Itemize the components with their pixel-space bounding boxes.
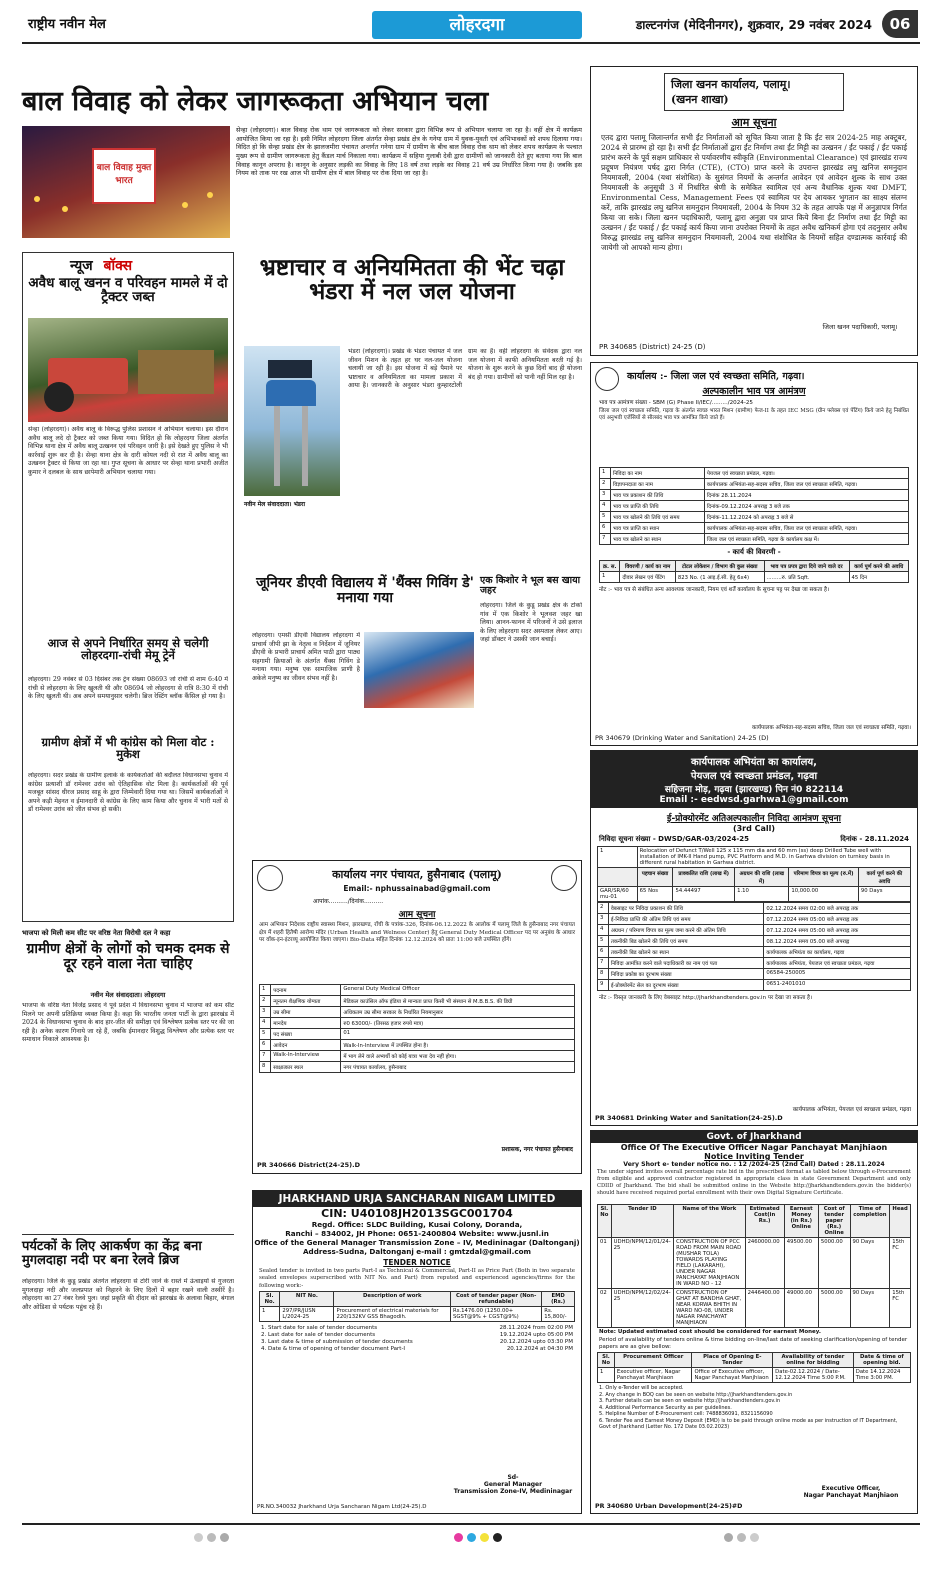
garhwa-footer: नोट :- भाव पत्र से संबंधित अन्य आवश्यक जानकारी, नियम एवं शर्तें कार्यालय के सूचना पट्ट पर देखा जा सकता है। (599, 587, 830, 593)
table-cell: 49500.00 (784, 1238, 818, 1289)
table-cell: कार्यपालक अभियंता, पेयजल एवं स्वच्छता प्रमंडल, गढ़वा (764, 958, 911, 969)
table-header: अग्रधन की राशि (लाख में) (735, 868, 789, 887)
table-cell: विज्ञापनदाता का नाम (610, 479, 704, 490)
table-cell: में भाग लेने वाले अभ्यर्थी को कोई यात्रा भत्ता देय नहीं होगा। (341, 1051, 575, 1062)
table-cell: 2460000.00 (745, 1238, 784, 1289)
table-cell: 49000.00 (784, 1289, 818, 1328)
table-header: Place of Opening E-Tender (692, 1353, 773, 1368)
schedule-row (598, 969, 911, 980)
table-cell: नगर पंचायत कार्यालय, हुसैनाबाद (341, 1062, 575, 1073)
table-cell: वेबसाइट पर निविदा प्रकाशन की तिथि (608, 903, 764, 914)
table-cell: निविदा आमंत्रित करने वाले पदाधिकारी का नाम एवं पता (608, 958, 764, 969)
garhwa-work-title: - कार्य की विवरणी - (727, 548, 781, 556)
table-row (600, 479, 909, 490)
eproc-notice (590, 750, 918, 1126)
eproc-pr: PR 340681 Drinking Water and Sanitation(24-25).D (595, 1114, 783, 1122)
jusnl-pr: PR.NO.340032 Jharkhand Urja Sancharan Nigam Ltd(24-25).D (257, 1504, 427, 1510)
table-cell: मेडिकल काउंसिल ऑफ इंडिया से मान्यता प्राप्त किसी भी संस्थान से M.B.B.S. की डिग्री (341, 996, 575, 1007)
table-header: विवरणी / कार्य का नाम (620, 561, 675, 572)
emblem-logo (257, 865, 283, 891)
manjhiaon-title: Notice Inviting Tender (704, 1152, 804, 1161)
footnote: 1. Only e-Tender will be accepted. (599, 1385, 684, 1392)
table-header: क्र. स. (600, 561, 620, 572)
garhwa-table (599, 467, 909, 545)
color-registration-marks-left (192, 1527, 231, 1546)
table-cell: Procurement of electrical materials for 220/132KV GSS Bhagodih. (334, 1307, 451, 1322)
schedule-row (598, 947, 911, 958)
husainabad-body: आम अभियान निदेशक राष्ट्रीय स्वास्थ्य मिशन, झारखण्ड, राँची के पत्रांक-326, दिनांक-06.12.2022 के आलोक में पलामू जिले के हुसैनाबाद नगर पंचायत क्षेत्र में शहरी हितैषी आरोग्य मंदिर (Urban Health and Welness Center) हेतु General Duty Medical Officer पद पर अनुबंध के आधार पर वॉक-इन-इंटरव्यू आयोजित किया जाएगा। Bio-Data सहित दिनांक 12.12.2024 को प्रातः 11:00 बजे उपस्थित होंगे। (259, 922, 575, 944)
table-header: Tender ID (611, 1205, 673, 1238)
page-number: 06 (882, 10, 918, 38)
husainabad-email: Email:- nphussainabad@gmail.com (343, 884, 491, 893)
table-cell: 01 (598, 1238, 612, 1289)
table-cell: CONSTRUCTION OF PCC ROAD FROM MAIN ROAD (MUSHAR TOLA) TOWARDS PLAYING FIELD (LAKARAHI), UNDER NAGAR PANCHAYAT MANJHIAON IN WARD NO - 12 (674, 1238, 746, 1289)
footnote: 4. Additional Performance Security as per guidelines. (599, 1404, 732, 1411)
table-cell: न्यूनतम शैक्षणिक योग्यता (271, 996, 341, 1007)
section-tag: लोहरदगा (372, 11, 582, 39)
table-cell: 7 (598, 958, 609, 969)
table-cell: 45 दिन (849, 572, 908, 583)
table-cell: 8 (260, 1062, 271, 1073)
table-cell: अग्रधन / परिमाण विपत्र का मूल्य जमा करने की अंतिम तिथि (608, 925, 764, 936)
manjhiaon-schedule (597, 1352, 911, 1383)
table-cell: दिनांक-11.12.2024 को अपराह्न 3 बजे से (704, 512, 908, 523)
mining-branch: (खनन शाखा) (671, 93, 729, 106)
jusnl-sign-2: General Manager (483, 1481, 543, 1488)
table-cell: तकनीकी बिड खोलने की तिथि एवं समय (608, 936, 764, 947)
table-row (598, 1289, 911, 1328)
eproc-schedule (597, 902, 911, 991)
table-cell: 2 (600, 479, 611, 490)
husainabad-table (259, 984, 575, 1073)
table-cell: 4 (260, 1018, 271, 1029)
table-cell: 5000.00 (818, 1289, 850, 1328)
lead-headline: बाल विवाह को लेकर जागरूकता अभियान चला (22, 86, 489, 117)
table-header: Sl. No (598, 1205, 612, 1238)
table-cell: निविदा प्रकोष्ठ का दूरभाष संख्या (608, 969, 764, 980)
table-cell: Date-02.12.2024 / Date- 12.12.2024 Time 5:00 P.M. (773, 1368, 854, 1383)
schedule-row (598, 914, 911, 925)
table-cell: 2 (598, 903, 609, 914)
mining-signature: जिला खनन पदाधिकारी, पलामू। (822, 323, 898, 331)
jusnl-company: JHARKHAND URJA SANCHARAN NIGAM LIMITED (253, 1191, 581, 1207)
table-cell: भाव पत्र प्राप्ति का स्थान (610, 523, 704, 534)
table-cell: 9 (598, 980, 609, 991)
table-cell: 10,000.00 (789, 887, 859, 902)
table-cell: कार्यपालक अभियंता का कार्यालय, गढ़वा (764, 947, 911, 958)
manjhiaon-signature (791, 1485, 911, 1499)
table-row (598, 1238, 911, 1289)
table-header: Name of the Work (674, 1205, 746, 1238)
schedule-item (261, 1346, 573, 1353)
dav-headline: जूनियर डीएवी विद्यालय में 'थैंक्स गिविंग डे' मनाया गया (256, 575, 474, 606)
news-box-label (70, 256, 132, 275)
table-header: Availability of tender online for bidding (773, 1353, 854, 1368)
schedule-row (598, 958, 911, 969)
table-header (598, 868, 638, 887)
table-cell: UDHD/NPM/12/01/24-25 (611, 1238, 673, 1289)
jusnl-office-address: Address-Sudna, Daltonganj e-mail : gmtzdal@gmail.com (302, 1247, 532, 1256)
husainabad-office: कार्यालय नगर पंचायत, हुसैनाबाद (पलामू) (332, 868, 502, 881)
schedule-label: 3. Last date & time of submission of tender documents (261, 1339, 413, 1346)
table-cell: ई-निविदा प्राप्ति की अंतिम तिथि एवं समय (608, 914, 764, 925)
husainabad-signature: प्रशासक, नगर पंचायत हुसैनाबाद (501, 1146, 573, 1153)
table-cell: तकनीकी बिड खोलने का स्थान (608, 947, 764, 958)
page-header (22, 8, 920, 44)
garhwa-work-table (599, 560, 909, 583)
manjhiaon-notice (590, 1130, 918, 1514)
table-cell: CONSTRUCTION OF GHAT AT BANDHA GHAT, NEAR KORWA BHITH IN WARD NO-08, UNDER NAGAR PANCHAYAT MANJHIAON (674, 1289, 746, 1328)
table-header: कार्य पूर्ण करने की अवधि (849, 561, 908, 572)
news-box-headline: अवैध बालू खनन व परिवहन मामले में दो ट्रैक्टर जब्त (28, 275, 228, 306)
jusnl-intro: Sealed tender is invited in two parts Part-I as Technical & Commercial, Part-II as Price Part (Both in two separate sealed envelopes superscribed with NIT No. and Part) from reputed and experienced agencies/firms for the following work:- (259, 1268, 575, 1289)
table-header: Cost of tender paper (Non-refundable) (451, 1292, 542, 1307)
water-tank-photo (244, 346, 340, 496)
table-header: Estimated Cost(in Rs.) (745, 1205, 784, 1238)
schedule-item (261, 1332, 573, 1339)
tractor-photo (28, 318, 228, 422)
table-header: Cost of tender paper (Rs.) Online (818, 1205, 850, 1238)
table-cell: साक्षात्कार स्थल (271, 1062, 341, 1073)
table-cell: 1 (600, 572, 620, 583)
eproc-office-2: पेयजल एवं स्वच्छता प्रमंडल, गढ़वा (690, 771, 818, 782)
garhwa-ref: भाव पत्र आमंत्रण संख्या - SBM (G) Phase II/IEC/........./2024-25 (599, 400, 753, 406)
table-cell: GAR/SR/60 mu-01 (598, 887, 638, 902)
table-cell: भाव पत्र खोलने की तिथि एवं समय (610, 512, 704, 523)
mining-body: एतद द्वारा पलामू जिलान्तर्गत सभी ईंट निर्माताओं को सूचित किया जाता है कि ईंट सत्र 2024-25 माह अक्टूबर, 2024 से प्रारम्भ हो रहा है। सभी ईंट निर्माताओं द्वारा ईंट निर्माण तथा ईंट मिट्टी का उत्खनन / ईंट पकाई / ईंट पकाई प्रारंभ करने के पूर्व सक्षम प्राधिकार से पर्यावरणीय स्वीकृति (Environmental Clearance) एवं झारखंड राज्य प्रदूषण नियंत्रण पर्षद द्वारा निर्गत (CTE), (CTO) प्राप्त करने के उपरान्त झारखंड लघु खनिज समनुदान नियमावली, 2004 (यथा संशोधित) के सुसंगत नियमों के अन्तर्गत आवेदन एवं आवेदन शुल्क के साथ उक्त नियमावली के अनुसूची 3 में निर्धारित श्रेणी के समेकित स्वामित्व एवं अन्य वैधानिक शुल्क यथा DMFT, Environmental Cess, Management Fees एवं स्वामित्व पर देय आयकर भुगतान का साक्ष्य संलग्न करें, ताकि झारखंड लघु खनिज समनुदान नियमावली, 2004 के नियम 32 के तहत आपके पक्ष में अनुज्ञापत्र निर्गत किया जा सके। जिला खनन पदाधिकारी, पलामू द्वारा अनुज्ञा पत्र प्राप्त किये बिना ईंट निर्माण तथा ईंट मिट्टी का उत्खनन / ईंट पकाई / ईंट पकाई कार्य किया जाना उपरोक्त नियमों के तहत अवैध खनिकर्म होगा एवं तदनुसार अवैध विरुद्ध झारखंड लघु खनिज समनुदान नियमावली, 2004 यथा संशोधित के नियमों सहित दण्डात्मक कार्रवाई की जायेगी जो आपको मान्य होगा। (601, 133, 907, 252)
masthead: राष्ट्रीय नवीन मेल (28, 17, 106, 32)
schedule-row (598, 980, 911, 991)
schedule-item (261, 1325, 573, 1332)
table-cell: 07.12.2024 समय 05:00 बजे अपराह्न तक (764, 925, 911, 936)
table-cell: Rs. 15,800/- (542, 1307, 575, 1322)
eproc-call: (3rd Call) (732, 824, 776, 833)
congress-headline: ग्रामीण क्षेत्रों में भी कांग्रेस को मिला वोट : मुकेश (41, 735, 215, 762)
husainabad-title: आम सूचना (398, 910, 436, 920)
garhwa-notice (590, 362, 918, 746)
footnote: 5. Helpline Number of E-Procurement cell: 7488836091, 8321156090 (599, 1411, 773, 1418)
table-header: पहचान संख्या (637, 868, 673, 887)
garhwa-office: कार्यालय :- जिला जल एवं स्वच्छता समिति, गढ़वा। (627, 371, 805, 382)
table-cell: 5 (600, 512, 611, 523)
table-header: Time of completion (850, 1205, 890, 1238)
table-cell: 06584-250005 (764, 969, 911, 980)
water-photo-caption: नवीन मेल संवाददाता। भंडरा (244, 501, 306, 508)
table-row (600, 534, 909, 545)
table-header: Description of work (334, 1292, 451, 1307)
mining-notice (590, 66, 918, 356)
table-cell: 7 (260, 1051, 271, 1062)
table-cell: कार्यपालक अभियंता-सह-सदस्य सचिव, जिला जल एवं स्वच्छता समिति, गढ़वा। (704, 479, 908, 490)
schedule-value: 20.12.2024 at 04:30 PM (506, 1346, 573, 1353)
table-cell: 07.12.2024 समय 05:00 बजे अपराह्न तक (764, 914, 911, 925)
bridge-headline: पर्यटकों के लिए आकर्षण का केंद्र बना मुगलदाहा नदी पर बना रेलवे ब्रिज (22, 1239, 202, 1268)
table-header: Date & time of opening bid. (853, 1353, 910, 1368)
page-footer (22, 1523, 920, 1537)
table-row (600, 523, 909, 534)
lead-photo-banner: बाल विवाह मुक्त भारत (92, 148, 156, 204)
table-cell: 15th FC (890, 1238, 911, 1289)
table-cell: आवेदन (271, 1040, 341, 1051)
jusnl-office: Office of the General Manager Transmission Zone – IV, Medininagar (Daltonganj) (254, 1238, 580, 1247)
eproc-table: 1 Relocation of Defunct T/Well 125 x 115 mm dia and 60 mm (ss) deep Drilled Tube well with installation of IMK-II Hand pump, PVC Platform and M.D. in Garhwa division on turnkey basis in different rural habitation in Garhwa district. पहचान संख्या प्राक्कलित राशि (लाख में) अग्रधन की राशि (लाख में) परिमाण विपत्र का मूल्य (रु.में) कार्य पूर्ण करने की अवधि GAR/SR/60 mu-01 65 Nos 54.44497 1.10 10,000.00 90 Days (597, 846, 911, 902)
table-cell: जिला जल एवं स्वच्छता समिति, गढ़वा के कार्यालय कक्ष में। (704, 534, 908, 545)
table-header: परिमाण विपत्र का मूल्य (रु.में) (789, 868, 859, 887)
schedule-value: 20.12.2024 upto 03:30 PM (499, 1339, 573, 1346)
table-cell: पेयजल एवं स्वच्छता प्रमंडल, गढ़वा। (704, 468, 908, 479)
table-cell: 2 (260, 996, 271, 1007)
table-header: कार्य पूर्ण करने की अवधि (858, 868, 910, 887)
table-cell: 1 (598, 1368, 615, 1383)
table-cell: 08.12.2024 समय 05.00 बजे अपराह्न (764, 936, 911, 947)
table-cell: मानदेय (271, 1018, 341, 1029)
bridge-body: लोहरदगा। जिले के कुडू प्रखंड अंतर्गत लोहरदगा से टोरी जाने के रास्ते में ऊंचाइयों से गुजरता मुगलदाहा नदी और जलप्रपात को निहारने के लिए दिलों में बहार रखने वाली तस्वीरें है। लोहरदगा का 27 नंबर रेलवे पुल। जहां प्रकृति की दीदार को झारखंड के अलावा बिहार, बंगाल और ओडिशा से पर्यटक पहुंच रहे हैं। (22, 1278, 234, 1311)
leader-body: भाजपा के वरिष्ठ नेता विजेंद्र प्रसाद ने पूर्व प्रदेश में विधानसभा चुनाव में भाजपा को कम सीट मिलने पर अपनी प्रतिक्रिया व्यक्त किया है। कहा कि भारतीय जनता पार्टी के द्वारा झारखंड में 2024 के विधानसभा चुनाव के बाद हार-जीत की समीक्षा एवं विश्लेषण प्रत्येक स्तर पर की जा रही है। अनेक कारण गिनाये जा रहे हैं, जबकि ईमानदार विशुद्ध विश्लेषण और प्रत्येक स्तर पर समाधान निकाले आवश्यक है। (22, 1002, 234, 1043)
table-cell: 90 Days (850, 1289, 890, 1328)
table-header: टोटल लोकेशन / विभाग की कुल संख्या (675, 561, 764, 572)
table-cell: Executive officer, Nagar Panchayat Manjhiaon (614, 1368, 692, 1383)
schedule-row (598, 903, 911, 914)
table-cell: उम्र सीमा (271, 1007, 341, 1018)
eproc-title: ई-प्रोक्योरमेंट अतिअल्पकालीन निविदा आमंत्रण सूचना (667, 814, 841, 824)
schedule-label: 1. Start date for sale of tender documents (261, 1325, 378, 1331)
table-cell: कार्यपालक अभियंता-सह-सदस्य सचिव, जिला जल एवं स्वच्छता समिति, गढ़वा। (704, 523, 908, 534)
husainabad-pr: PR 340666 District(24-25).D (257, 1161, 361, 1169)
mining-pr: PR 340685 (District) 24-25 (D) (599, 343, 706, 351)
table-cell: 15th FC (890, 1289, 911, 1328)
table-row (600, 468, 909, 479)
table-cell: भाव पत्र प्रकाशन की तिथि (610, 490, 704, 501)
table-row (260, 996, 575, 1007)
table-row (260, 985, 575, 996)
schedule-label: 2. Last date for sale of tender documents (261, 1332, 376, 1339)
schedule-row (598, 925, 911, 936)
dav-body: लोहरदगा। एमसी डीएवी विद्यालय लोहरदगा में प्राचार्य जीपी झा के नेतृत्व व निर्देशन में जूनियर डीएवी के प्रभारी प्राचार्य अमित पाठी द्वारा पाठ्य सहगामी क्रियाओं के अंतर्गत थैंक्स गिविंग डे मनाया गया। मनुष्य एक सामाजिक प्राणी है अकेले मनुष्य का जीवन संभव नहीं है। (252, 632, 360, 682)
eproc-nit-date: दिनांक - 28.11.2024 (840, 835, 909, 843)
train-body: लोहरदगा। 29 नवंबर से 03 दिसंबर तक ट्रेन संख्या 08693 जो रांची से शाम 6:40 में रांची से लोहरदगा के लिए खुलती थी और 08694 जो लोहरदगा से रात्रि 8:30 में रांची के लिए खुलती थी। अब अपने समयानुसार चलेगी। ब्रिज रेस्टिंग ब्लॉक कैंसिल हो गया है। (28, 676, 228, 700)
table-header: भाव पत्र प्रपत्र द्वारा दिये जाने वाले दर (764, 561, 849, 572)
water-headline: भ्रष्टाचार व अनियमितता की भेंट चढ़ा भंडरा में नल जल योजना (259, 254, 565, 306)
table-row (260, 1007, 575, 1018)
table-cell: दिनांक-09.12.2024 अपराह्न 3 बजे तक (704, 501, 908, 512)
table-header: NIT No. (280, 1292, 334, 1307)
news-label: न्यूज (70, 258, 93, 274)
table-header: प्राक्कलित राशि (लाख में) (673, 868, 735, 887)
table-cell: 02 (598, 1289, 612, 1328)
table-cell: 02.12.2024 समय 02:00 बजे अपराह्न तक (764, 903, 911, 914)
schedule-item (261, 1339, 573, 1346)
table-header: EMD (Rs.) (542, 1292, 575, 1307)
table-cell: पद संख्या (271, 1029, 341, 1040)
manjhiaon-intro: The under signed invites overall percentage rate bid in the prescribed format as tabled below through e-Procurement from eligible and approved contractor registered in appropriate class in state Government Department and only CDIID of Jharkhand. The bid shall be submitted online in the Website http://jharkhandtenders.gov.in the bidder(s) should have received required portal enrollment with their own Digital Signature Certificate. (597, 1169, 911, 1197)
jusnl-notice (252, 1190, 582, 1514)
table-row (260, 1062, 575, 1073)
mining-office: जिला खनन कार्यालय, पलामू। (671, 78, 791, 91)
garhwa-pr: PR 340679 (Drinking Water and Sanitation) 24-25 (D) (595, 734, 769, 742)
manjhiaon-table (597, 1204, 911, 1328)
leader-kicker: भाजपा को मिली कम सीट पर वरिष्ठ नेता विरोधी दल ने कहा (22, 929, 171, 937)
husainabad-notice (252, 860, 582, 1174)
congress-body: लोहरदगा। सदर प्रखंड के ग्रामीण इलाके के कार्यकर्ताओं की बदौलत विधानसभा चुनाव में कांग्रेस प्रत्याशी डॉ रामेश्वर उरांव को ऐतिहासिक वोट मिला है। कार्यकर्ताओं की पूर्व मजबूत सांसद धीरज प्रसाद साहू के द्वारा जिम्मेवारी दिया गया था। जिसमें कार्यकर्ताओं ने अपने कड़ी मेहनत व ईमानदारी से कांग्रेस के लिए काम किया और चुनाव में भारी मतों से डॉ रामेश्वर उरांव को जीत संभव हो सकी। (28, 772, 228, 813)
eproc-email: Email :- eedwsd.garhwa1@gmail.com (659, 795, 849, 805)
table-cell: General Duty Medical Officer (341, 985, 575, 996)
table-cell: Office of Executive officer, Nagar Panchayat Manjhiaon (692, 1368, 773, 1383)
table-cell: 5 (260, 1029, 271, 1040)
manjhiaon-govt: Govt. of Jharkhand (591, 1131, 917, 1143)
emblem-logo (595, 367, 619, 391)
table-cell: 90 Days (850, 1238, 890, 1289)
kishor-body: लोहरदगा। जिले के कुडू प्रखंड क्षेत्र के टोको गांव में एक किशोर ने भूलवश जहर खा लिया। आनन-फानन में परिजनों ने उसे इलाज के लिए लोहरदगा सदर अस्पताल लेकर आए। जहां डॉक्टर ने उसकी जान बचाई। (480, 602, 582, 643)
manjhiaon-ref: Very Short e- tender notice no. : 12 /2024-25 (2nd Call) Dated : 28.11.2024 (623, 1161, 885, 1168)
box-label: बॉक्स (103, 258, 133, 274)
table-cell: Rs.1476.00 (1250.00+ SGST@9% + CGST@9%) (451, 1307, 542, 1322)
manjhiaon-sign-1: Executive Officer, (821, 1485, 881, 1492)
table-header: Head (890, 1205, 911, 1238)
garhwa-signature: कार्यपालक अभियंता-सह-सदस्य सचिव, जिला जल एवं स्वच्छता समिति, गढ़वा। (752, 725, 911, 731)
jusnl-schedule (253, 1322, 581, 1357)
schedule-row (598, 936, 911, 947)
table-cell: भाव पत्र खोलने का स्थान (610, 534, 704, 545)
manjhiaon-office: Office Of The Executive Officer Nagar Panchayat Manjhiaon (620, 1143, 888, 1152)
water-body: भंडरा (लोहरदगा)। प्रखंड के भंडरा पंचायत में जल जीवन मिशन के तहत हर घर नल-जल योजना चलायी जा रही है। इस योजना में बड़े पैमाने पर भ्रष्टाचार व अनियमितता का मामला प्रकाश में आया है। जानकारी के अनुसार भंडरा कुम्हारटोली ग्राम का है। वहीं लोहरदगा के संवेदक द्वारा नल जल योजना में काफी अनियमितता बरती गई है। योजना के शुरू करने के कुछ दिनों बाद ही योजना बंद हो गया। ग्रामीणों को पानी नहीं मिल रहा है। (348, 348, 582, 389)
mining-title: आम सूचना (731, 116, 777, 129)
leader-headline: ग्रामीण क्षेत्रों के लोगों को चमक दमक से दूर रहने वाला नेता चाहिए (26, 941, 230, 972)
table-row (260, 1029, 575, 1040)
table-cell: 297/PR/JUSN L/2024-25 (280, 1307, 334, 1322)
train-headline: आज से अपने निर्धारित समय से चलेगी लोहरदगा-रांची मेमू ट्रेनें (47, 636, 209, 663)
table-row (600, 512, 909, 523)
jusnl-title: TENDER NOTICE (383, 1258, 451, 1267)
table-cell: Walk-In-Interview (271, 1051, 341, 1062)
jusnl-sign-1: Sd- (507, 1474, 519, 1481)
table-cell: अधिकतम उम्र सीमा सरकार के निर्धारित नियमानुसार (341, 1007, 575, 1018)
table-header: Sl. No. (260, 1292, 280, 1307)
garhwa-intro: जिला जल एवं स्वच्छता समिति, गढ़वा के अंतर्गत स्वच्छ भारत मिशन (ग्रामीण) फेज-II के तहत IEC MSG (ग्रीन फ्लेक्स एवं पेंटिंग) किये जाने हेतु निबंधित एवं अनुभवी एजेंसियों से सीलबंद भाव पत्र आमंत्रित किये जाते हैं। (599, 408, 909, 422)
table-cell: 6 (600, 523, 611, 534)
table-cell: 1 (600, 468, 611, 479)
table-cell: 6 (598, 947, 609, 958)
manjhiaon-note-2: Period of availability of tenders online & time bidding on-line/last date of seeking clarification/opening of tender papers are as give bellow: (599, 1337, 908, 1351)
jusnl-table (259, 1291, 575, 1322)
table-cell: 823 No. (1 आइ.ई.सी. हेतु 6x4) (675, 572, 764, 583)
manjhiaon-sign-2: Nagar Panchayat Manjhiaon (803, 1492, 899, 1499)
news-box-body: सेन्हा (लोहरदगा)। अवैध बालू के विरूद्ध पुलिस प्रशासन ने अभियान चलाया। इस दौरान अवैध बालू लदे दो ट्रैक्टर को जब्त किया गया। विदित हो कि लोहरदगा जिला अंतर्गत विभिन्न थाना क्षेत्र में अवैध बालू उत्खनन एवं परिवहन जारी है। इसे देखते हुए पुलिस ने भी कार्रवाई शुरू कर दी है। सेन्हा थाना क्षेत्र के दारी कोयल नदी से रात में अवैध बालू का उत्खनन ट्रैक्टर से किया जा रहा था। गुप्त सूचना के आधार पर सेन्हा थाना प्रभारी अजीत कुमार ने दलबल के साथ छापेमारी अभियान चलाया गया। (28, 426, 228, 476)
table-cell: 7 (600, 534, 611, 545)
table-cell: 5000.00 (818, 1238, 850, 1289)
lead-photo (22, 126, 230, 238)
table-cell: दीवार लेखन एवं पेंटिंग (620, 572, 675, 583)
table-cell: 1.10 (735, 887, 789, 902)
jusnl-signature (453, 1474, 573, 1495)
table-header: Procurement Officer (614, 1353, 692, 1368)
table-row (600, 490, 909, 501)
table-cell: 8 (598, 969, 609, 980)
manjhiaon-note-1: Note: Updated estimated cost should be considered for earnest Money. (599, 1329, 821, 1335)
table-row (260, 1018, 575, 1029)
table-cell: Walk-In-Interview में उपस्थित होना है। (341, 1040, 575, 1051)
kishor-headline: एक किशोर ने भूल बस खाया जहर (480, 575, 581, 596)
eproc-signature: कार्यपालक अभियंता, पेयजल एवं स्वच्छता प्रमंडल, गढ़वा (792, 1107, 911, 1113)
table-cell: 6 (260, 1040, 271, 1051)
husainabad-ref: आपांक........../दिनांक.......... (313, 898, 384, 905)
table-row (260, 1051, 575, 1062)
table-cell: .........रु. प्रति Sqft. (764, 572, 849, 583)
table-cell: ई-प्रोक्योरमेंट सेल का दूरभाष संख्या (608, 980, 764, 991)
schedule-value: 19.12.2024 upto 05:00 PM (499, 1332, 573, 1339)
schedule-label: 4. Date & time of opening of tender document Part-I (261, 1346, 406, 1353)
eproc-office-3: सहिजना मोड़, गढ़वा (झारखण्ड) पिन नं0 822114 (664, 785, 844, 795)
footnote: 3. Further details can be seen on website http://jharkhandtenders.gov.in (599, 1398, 781, 1405)
eproc-work-name: Relocation of Defunct T/Well 125 x 115 mm dia and 60 mm (ss) deep Drilled Tube well with installation of IMK-II Hand pump, PVC Platform and M.D. in Garhwa division on turnkey basis in different rural habitation in Garhwa district. (637, 847, 910, 868)
eproc-nit-no: निविदा सूचना संख्या - DWSD/GAR-03/2024-25 (599, 835, 749, 843)
table-header: Earnest Money (in Rs.) Online (784, 1205, 818, 1238)
table-cell: पदनाम (271, 985, 341, 996)
dav-photo (364, 632, 474, 708)
color-registration-marks-center (452, 1527, 504, 1546)
table-cell: 01 (341, 1029, 575, 1040)
dateline: डाल्टनगंज (मेदिनीनगर), शुक्रवार, 29 नवंबर 2024 (635, 18, 872, 32)
table-cell: 1 (260, 1307, 280, 1322)
manjhiaon-pr: PR 340680 Urban Development(24-25)#D (595, 1503, 743, 1510)
table-cell: 54.44497 (673, 887, 735, 902)
garhwa-title: अल्पकालीन भाव पत्र आमंत्रण (702, 386, 806, 397)
footnote: 2. Any change in BOQ can be seen on website http://jharkhandtenders.gov.in (599, 1391, 793, 1398)
table-cell: 3 (260, 1007, 271, 1018)
manjhiaon-footnotes (591, 1384, 917, 1432)
table-cell: 5 (598, 936, 609, 947)
table-cell: निविदा का नाम (610, 468, 704, 479)
lead-body: सेन्हा (लोहरदगा)। बाल विवाह रोक थाम एवं जागरूकता को लेकर सरकार द्वारा विभिन्न रूप से अभियान चलाया जा रहा है। वहीं क्षेत्र में कार्यक्रम आयोजित किया जा रहा है। इसी निमित लोहरदगा जिला अंतर्गत सेन्हा प्रखंड क्षेत्र के गनेया ग्राम में युवक-युवती एवं अभिभावकों को शपथ दिलाया गया। विदित हो कि सेन्हा प्रखंड क्षेत्र के झालजमीरा पंचायत अन्तर्गत गनेया ग्राम में ग्रामीण के बीच बाल विवाह रोक थाम को लेकर शपथ कार्यक्रम के पश्चात मुख्य रूप से ग्रामीण जागरूकता हेतु कैंडल मार्च निकाला गया। कार्यक्रम में सहिया गुलाबी देवी द्वारा ग्रामीणों को जानकारी देते हुए बताया गया कि बाल विवाह कानून अपराध है। कानून के अनुसार लड़की का विवाह के लिए 18 वर्ष तथा लड़के का विवाह 21 वर्ष उम्र निर्धारित किया गया है। जबकि इस नियम को ताक पर रख आज भी ग्रामीण क्षेत्र में बाल विवाह पर रोक दिया जा रहा है। (236, 126, 582, 178)
table-cell: Date 14.12.2024 Time 3:00 PM. (853, 1368, 910, 1383)
table-cell: 90 Days (858, 887, 910, 902)
table-cell: दिनांक 28.11.2024 (704, 490, 908, 501)
eproc-office-1: कार्यपालक अभियंता का कार्यालय, (691, 757, 817, 768)
table-cell: UDHD/NPM/12/02/24-25 (611, 1289, 673, 1328)
color-registration-marks-right (722, 1527, 761, 1546)
jusnl-address: Ranchi – 834002, JH Phone: 0651-2400804 Website: www.jusnl.in (285, 1229, 549, 1238)
table-cell: 65 Nos (637, 887, 673, 902)
table-cell: भाव पत्र प्राप्ति की तिथि (610, 501, 704, 512)
table-cell: 2446400.00 (745, 1289, 784, 1328)
footnote: 6. Tender Fee and Earnest Money Deposit (EMD) is to be paid through online mode as per instruction of IT Department, Govt of Jharkhand (Letter No. 172 Date 03.02.2023) (599, 1417, 898, 1431)
emblem-logo-right (551, 865, 577, 891)
table-cell: 4 (598, 925, 609, 936)
table-row (600, 501, 909, 512)
table-cell: 0651-2401010 (764, 980, 911, 991)
eproc-note: नोट :- विस्तृत जानकारी के लिए वेबसाइट http://jharkhandtenders.gov.in पर देखा जा सकता है। (599, 995, 813, 1001)
jusnl-regd: Regd. Office: SLDC Building, Kusai Colony, Doranda, (311, 1220, 523, 1229)
schedule-value: 28.11.2024 from 02:00 PM (499, 1325, 573, 1331)
table-cell: 1 (260, 985, 271, 996)
jusnl-cin: CIN: U40108JH2013SGC001704 (321, 1207, 513, 1220)
table-cell: रु0 63000/- (तिरसठ हजार रुपये मात्र) (341, 1018, 575, 1029)
table-cell: 3 (600, 490, 611, 501)
table-row (260, 1040, 575, 1051)
table-cell: 3 (598, 914, 609, 925)
leader-byline: नवीन मेल संवाददाता। लोहरदगा (90, 991, 166, 999)
table-cell: 4 (600, 501, 611, 512)
table-header: Sl. No (598, 1353, 615, 1368)
jusnl-sign-3: Transmission Zone-IV, Medininagar (453, 1488, 573, 1495)
